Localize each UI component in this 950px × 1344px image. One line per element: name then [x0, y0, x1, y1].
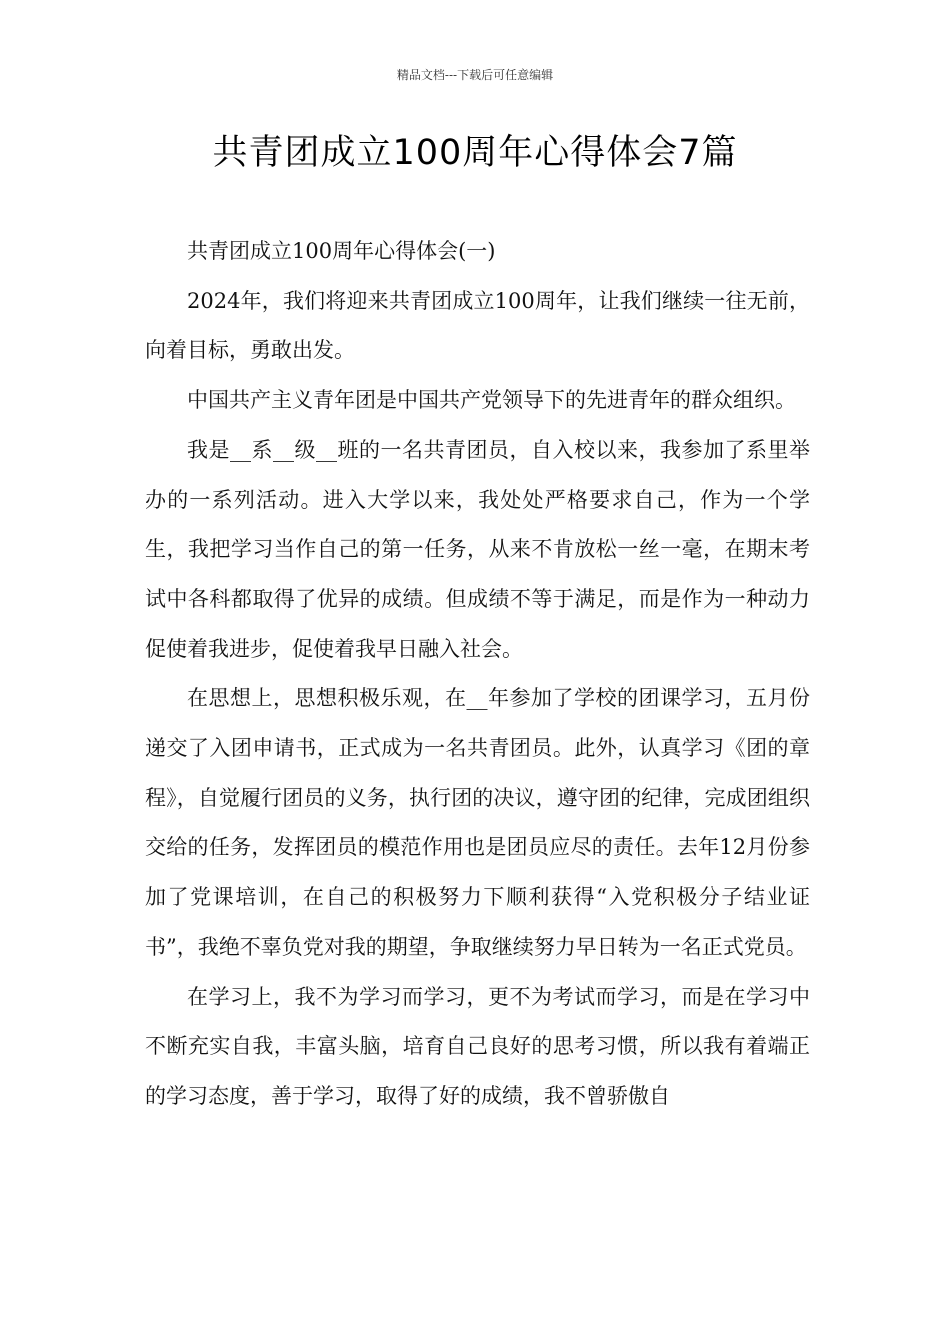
paragraph: 在思想上，思想积极乐观，在__年参加了学校的团课学习，五月份递交了入团申请书，正式成为一名共青团员。此外，认真学习《团的章程》，自觉履行团员的义务，执行团的决议，遵守团的纪律，完成团组织交给的任务，发挥团员的模范作用也是团员应尽的责任。去年12月份参加了党课培训，在自己的积极努力下顺利获得“入党积极分子结业证书”，我绝不辜负党对我的期望，争取继续努力早日转为一名正式党员。: [145, 686, 810, 959]
paragraph: 2024年，我们将迎来共青团成立100周年，让我们继续一往无前，向着目标，勇敢出发。: [145, 288, 810, 363]
header-note: 精品文档---下载后可任意编辑: [396, 68, 554, 82]
paragraph: 中国共产主义青年团是中国共产党领导下的先进青年的群众组织。: [187, 388, 796, 413]
paragraph: 我是__系__级__班的一名共青团员，自入校以来，我参加了系里举办的一系列活动。进入大学以来，我处处严格要求自己，作为一个学生，我把学习当作自己的第一任务，从来不肯放松一丝一毫，在期末考试中各科都取得了优异的成绩。但成绩不等于满足，而是作为一种动力促使着我进步，促使着我早日融入社会。: [145, 437, 810, 661]
paragraph: 在学习上，我不为学习而学习，更不为考试而学习，而是在学习中不断充实自我，丰富头脑，培育自己良好的思考习惯，所以我有着端正的学习态度，善于学习，取得了好的成绩，我不曾骄傲自: [145, 984, 810, 1108]
document-body: [145, 227, 810, 1122]
document-title: 共青团成立100周年心得体会7篇: [212, 133, 738, 173]
section-heading: 共青团成立100周年心得体会(一): [187, 239, 496, 263]
